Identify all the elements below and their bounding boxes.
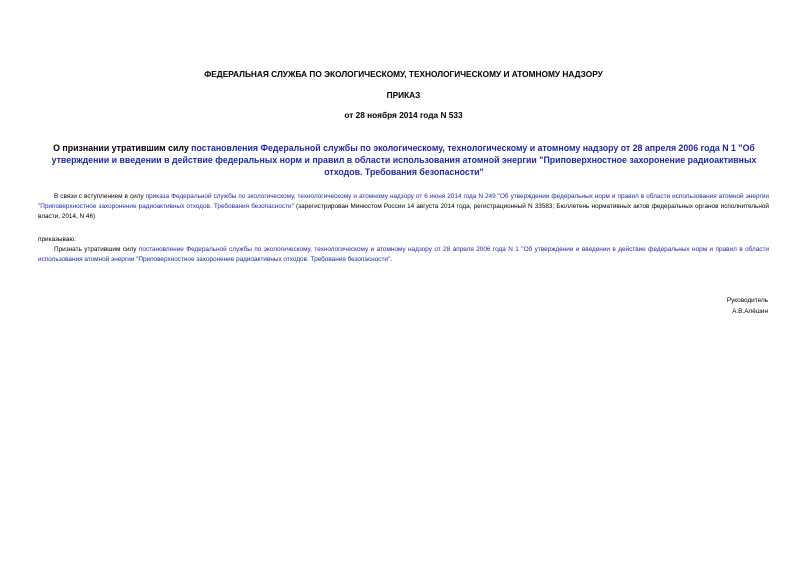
date-number-heading: от 28 ноября 2014 года N 533 bbox=[344, 110, 463, 120]
preamble-link[interactable]: приказа Федеральной службы по экологическому, технологическому и атомному надзору от 6 июня 2014 года N 249 "Об утверждении федеральных норм и правил в области использования атомной энергии "Приповерхностное захоронение радиоактивных отходов. Требования безопасности" bbox=[38, 193, 769, 211]
order-word: приказываю: bbox=[38, 236, 76, 243]
order-paragraph bbox=[38, 245, 769, 265]
agency-heading: ФЕДЕРАЛЬНАЯ СЛУЖБА ПО ЭКОЛОГИЧЕСКОМУ, ТЕХНОЛОГИЧЕСКОМУ И АТОМНОМУ НАДЗОРУ bbox=[204, 69, 603, 79]
doc-type-heading: ПРИКАЗ bbox=[386, 90, 421, 100]
preamble-paragraph bbox=[38, 192, 769, 223]
document-title bbox=[42, 142, 766, 178]
signature-name: А.В.Алёшин bbox=[732, 308, 768, 315]
title-prefix: О признании утратившим силу bbox=[53, 143, 192, 153]
order-prefix: Признать утратившим силу bbox=[54, 246, 139, 253]
signature-position: Руководитель bbox=[726, 297, 768, 304]
order-suffix: . bbox=[390, 256, 393, 264]
preamble-suffix: (зарегистрирован Минюстом России 14 августа 2014 года, регистрационный N 33583; Бюллетень нормативных актов федеральных органов исполнительной власти, 2014, N 46) bbox=[38, 203, 769, 221]
title-link[interactable]: постановления Федеральной службы по экологическому, технологическому и атомному надзору от 28 апреля 2006 года N 1 "Об утверждении и введении в действие федеральных норм и правил в области использования атомной энергии "Приповерхностное захоронение радиоактивных отходов. Требования безопасности" bbox=[51, 143, 757, 177]
order-link[interactable]: постановление Федеральной службы по экологическому, технологическому и атомному надзору от 28 апреля 2006 года N 1 "Об утверждении и введении в действие федеральных норм и правил в области использования атомной энергии "Приповерхностное захоронение радиоактивных отходов. Требования безопасности" bbox=[38, 246, 769, 264]
preamble-prefix: В связи с вступлением в силу bbox=[54, 193, 146, 200]
